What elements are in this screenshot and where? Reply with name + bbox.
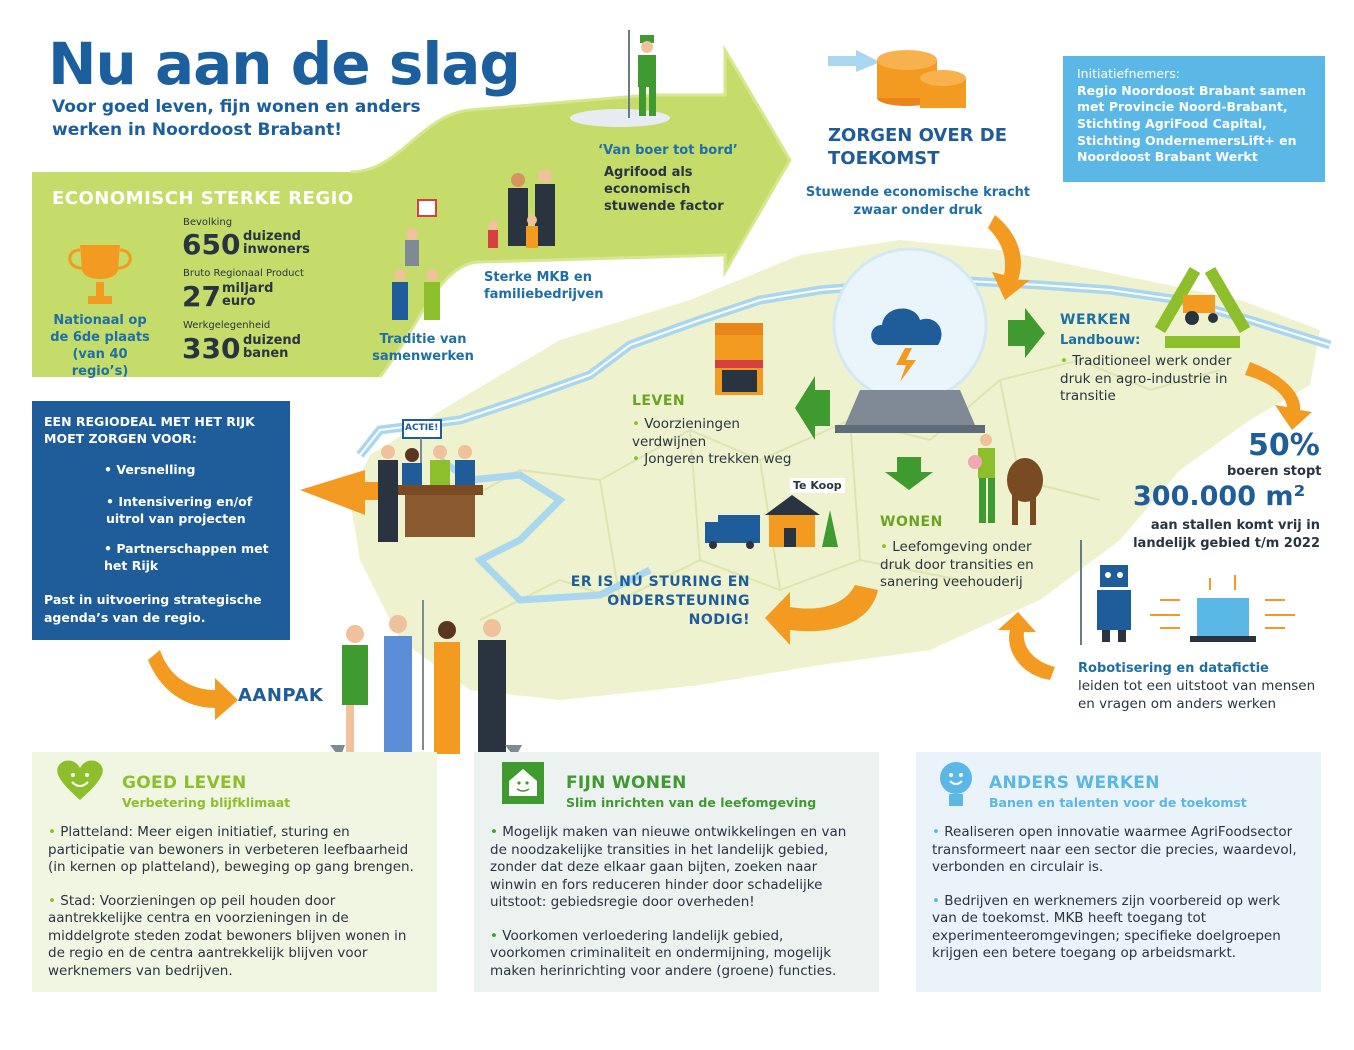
deal-item-intensivering: • Intensivering en/of uitrol van projecten [106, 494, 253, 526]
panel-fijn-wonen-para-1: • Mogelijk maken van nieuwe ontwikkelingen en van de noodzakelijke transities in het landelijk gebied, zonder dat deze elkaar gaan bijten, zoeken naar winwin en fors reduceren hinder door schadelijke uitstoot: gebiedsregie door overheden! [490, 824, 847, 911]
pct-value: 50% [1248, 428, 1320, 463]
panel-anders-werken-body [932, 824, 1302, 979]
deal-foot: Past in uitvoering strategische agenda’s van de regio. [44, 592, 262, 625]
werken-title: WERKEN [1060, 312, 1131, 328]
stat-unit-bevolking: duizend inwoners [243, 229, 310, 257]
page-subtitle: Voor goed leven, fijn wonen en anders werken in Noordoost Brabant! [52, 97, 421, 140]
pct-text: boeren stopt [1227, 464, 1322, 479]
computer-icon [1150, 575, 1295, 642]
panel-goed-leven [32, 752, 437, 992]
panel-anders-werken-para-2: • Bedrijven en werknemers zijn voorbereid op werk van de toekomst. MKB heeft toegang tot experimenteeromgevingen; specifieke doelgroepen krijgen een betere toegang op arbeidsmarkt. [932, 892, 1281, 962]
arrow-blue-top [828, 50, 880, 72]
initiatief-label: Initiatiefnemers: [1077, 66, 1180, 81]
panel-fijn-wonen-sub: Slim inrichten van de leefomgeving [566, 795, 817, 810]
leven-item-2: • Jongeren trekken weg [632, 451, 792, 467]
panel-goed-leven-sub: Verbetering blijfklimaat [122, 795, 291, 810]
stat-label-brp: Bruto Regionaal Product [183, 268, 304, 279]
panel-goed-leven-title: GOED LEVEN [122, 773, 247, 793]
deal-item-versnelling: • Versnelling [104, 462, 196, 477]
deal-head: EEN REGIODEAL MET HET RIJK MOET ZORGEN VOOR: [44, 414, 255, 446]
wonen-text: • Leefomgeving onder druk door transities en sanering veehouderij [880, 539, 1034, 591]
rank-caption: Nationaal op de 6de plaats (van 40 regio’s) [50, 313, 150, 379]
coins-icon [877, 50, 966, 108]
initiatief-text: Regio Noordoost Brabant samen met Provincie Noord-Brabant, Stichting AgriFood Capital, Stichting OndernemersLift+ en Noordoost Brabant Werkt [1077, 82, 1306, 165]
stat-value-werk: 330 [182, 332, 241, 365]
te-koop-sign: Te Koop [790, 478, 845, 493]
panel-goed-leven-para-2: • Stad: Voorzieningen op peil houden door aantrekkelijke centra en voorzieningen in de middelgrote steden zodat bewoners blijven wonen in de regio en de centra aantrekkelijk blijven voor werknemers van bedrijven. [48, 892, 407, 979]
area-value: 300.000 m² [1133, 481, 1306, 512]
robot-title: Robotisering en datafictie [1078, 661, 1269, 676]
werken-sub: Landbouw: [1060, 333, 1141, 348]
arrow-curve-3 [998, 612, 1055, 680]
panel-anders-werken-para-1: • Realiseren open innovatie waarmee AgriFoodsector transformeert naar een sector die precies, waardevol, verbonden en circulair is. [932, 824, 1297, 876]
panel-fijn-wonen [474, 752, 879, 992]
deal-item-partnerschappen: • Partnerschappen met het Rijk [104, 541, 269, 573]
zorgen-subtitle: Stuwende economische kracht zwaar onder druk [805, 185, 1031, 218]
stat-value-bevolking: 650 [182, 228, 241, 261]
wonen-title: WONEN [880, 514, 943, 530]
mkb-caption: Sterke MKB en familiebedrijven [484, 270, 604, 302]
stat-unit-brp: miljard euro [222, 281, 274, 309]
area-text: aan stallen komt vrij in landelijk gebied t/m 2022 [1133, 518, 1320, 551]
shop-icon [715, 323, 763, 395]
panel-anders-werken-sub: Banen en talenten voor de toekomst [989, 795, 1247, 810]
leven-item-1: • Voorzieningen verdwijnen [632, 416, 740, 450]
aanpak-label: AANPAK [238, 685, 324, 706]
zorgen-title: ZORGEN OVER DE TOEKOMST [828, 125, 1008, 169]
sturing-text: ER IS NÚ STURING EN ONDERSTEUNING NODIG! [570, 574, 750, 628]
stat-label-werk: Werkgelegenheid [183, 320, 271, 331]
werken-text: • Traditioneel werk onder druk en agro-industrie in transitie [1060, 353, 1232, 405]
stat-unit-werk: duizend banen [243, 333, 301, 361]
eco-title: ECONOMISCH STERKE REGIO [52, 188, 354, 209]
boer-title: ‘Van boer tot bord’ [598, 143, 738, 158]
panel-goed-leven-para-1: • Platteland: Meer eigen initiatief, sturing en participatie van bewoners in verbeteren leefbaarheid (in kernen op platteland), beweging op gang brengen. [48, 824, 414, 876]
panel-fijn-wonen-title: FIJN WONEN [566, 773, 687, 793]
panel-anders-werken-title: ANDERS WERKEN [989, 773, 1160, 793]
actie-sign: ACTIE! [405, 423, 439, 433]
traditie-caption: Traditie van samenwerken [372, 332, 474, 364]
stat-value-brp: 27 [182, 280, 221, 313]
panel-goed-leven-body [48, 824, 423, 996]
panel-fijn-wonen-body [490, 824, 850, 996]
leven-title: LEVEN [632, 393, 686, 409]
arrow-aanpak [148, 650, 238, 720]
initiatief-box [1063, 56, 1325, 182]
page-title: Nu aan de slag [48, 30, 520, 98]
panel-fijn-wonen-para-2: • Voorkomen verloedering landelijk gebied, voorkomen criminaliteit en ondermijning, mogelijk maken herinrichting voor andere (groene) functies. [490, 927, 837, 979]
boer-text: Agrifood als economisch stuwende factor [604, 165, 724, 214]
stat-label-bevolking: Bevolking [183, 217, 233, 228]
robot-text: leiden tot een uitstoot van mensen en vragen om anders werken [1078, 678, 1316, 712]
panel-anders-werken [916, 752, 1321, 992]
regiodeal-box [32, 401, 290, 640]
